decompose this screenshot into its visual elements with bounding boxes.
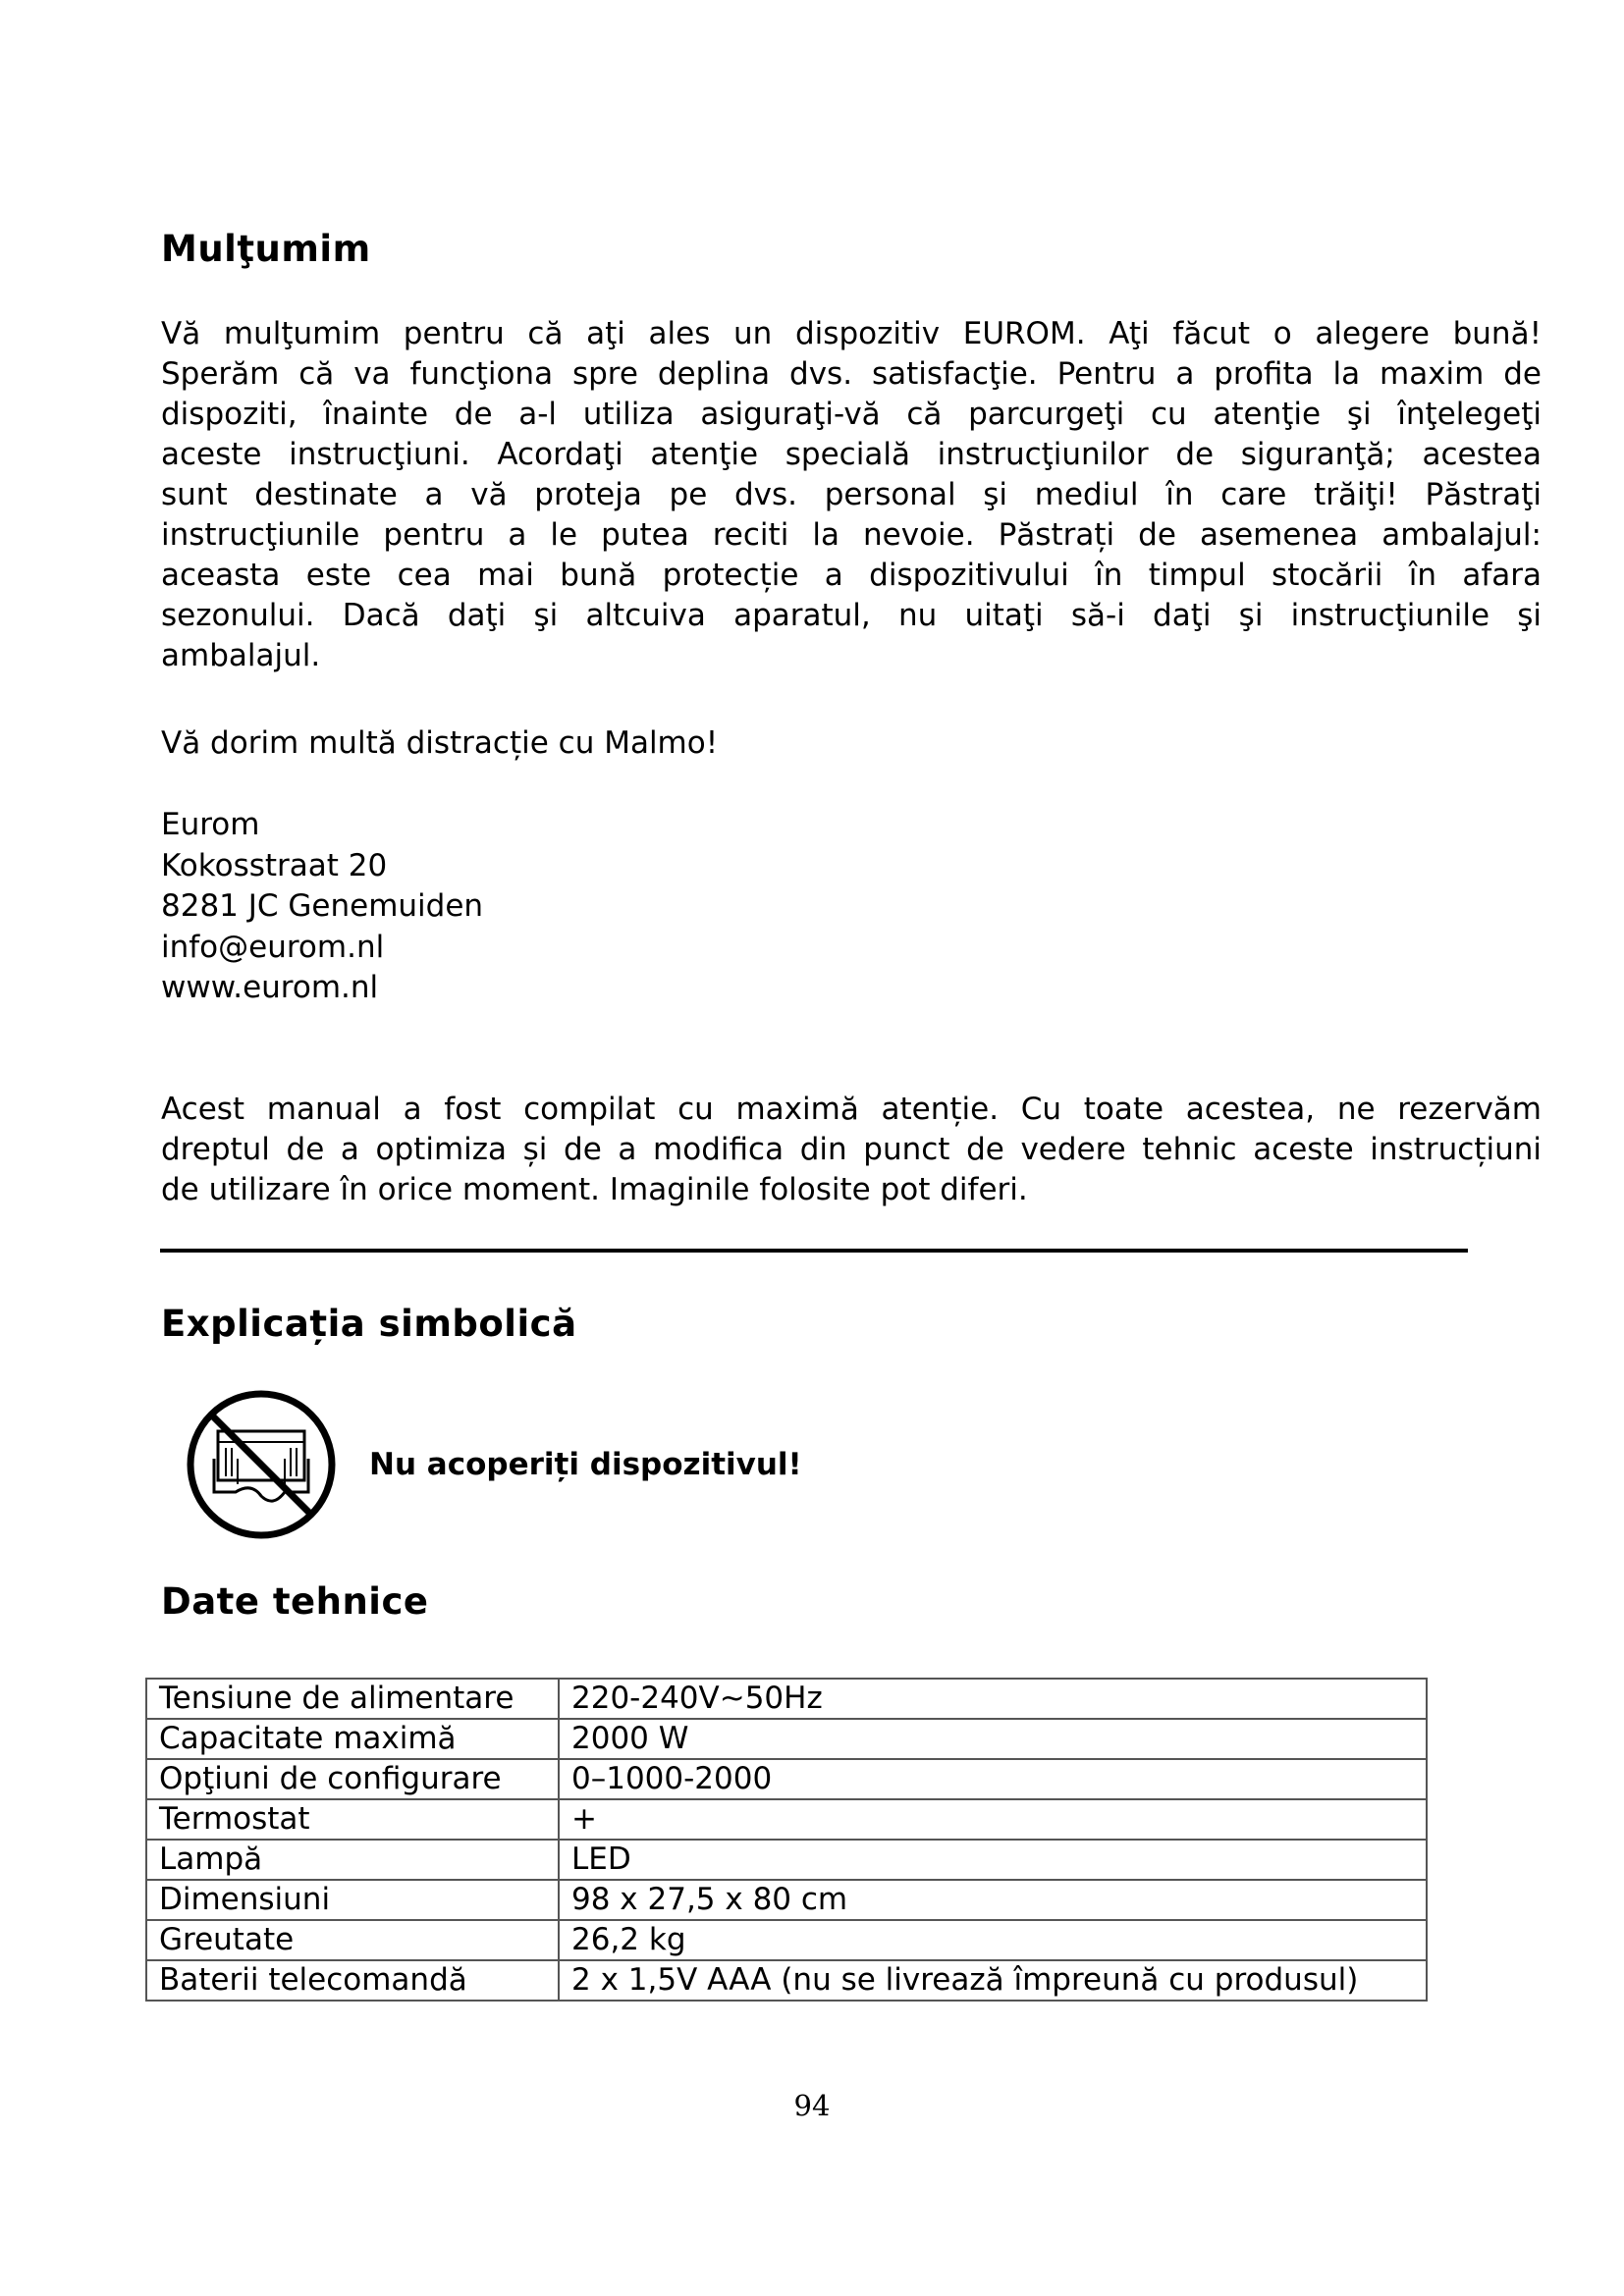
disclaimer-paragraph — [161, 1090, 1542, 1210]
tech-table — [145, 1678, 1428, 2002]
tech-value: LED — [559, 1840, 1427, 1880]
table-row — [146, 1679, 1427, 1719]
tech-label: Dimensiuni — [146, 1880, 559, 1920]
thanks-line: dispoziti, înainte de a-l utiliza asiguraţi-vă că parcurgeţi cu atenţie şi înţelegeţi — [161, 397, 1542, 432]
section-divider — [160, 1249, 1468, 1253]
tech-label: Capacitate maximă — [146, 1719, 559, 1759]
table-row — [146, 1840, 1427, 1880]
do-not-cover-icon — [183, 1386, 340, 1543]
symbols-heading: Explicația simbolică — [161, 1303, 577, 1345]
tech-label: Termostat — [146, 1799, 559, 1840]
thanks-line: aceasta este cea mai bună protecție a dispozitivului în timpul stocării în afara — [161, 558, 1542, 593]
table-row — [146, 1880, 1427, 1920]
disclaimer-line: Acest manual a fost compilat cu maximă atenție. Cu toate acestea, ne rezervăm — [161, 1092, 1542, 1127]
thanks-line: ambalajul. — [161, 638, 321, 673]
thanks-paragraph — [161, 314, 1542, 676]
page-number: 94 — [793, 2089, 831, 2122]
table-row — [146, 1960, 1427, 2001]
thanks-line: Sperăm că va funcţiona spre deplina dvs. satisfacţie. Pentru a profita la maxim de — [161, 356, 1542, 392]
thanks-heading: Mulţumim — [161, 228, 371, 270]
company-street: Kokosstraat 20 — [161, 847, 388, 883]
tech-label: Opţiuni de configurare — [146, 1759, 559, 1799]
thanks-line: sezonului. Dacă daţi şi altcuiva aparatul, nu uitaţi să-i daţi şi instrucţiunile şi — [161, 598, 1542, 633]
tech-value: 98 x 27,5 x 80 cm — [559, 1880, 1427, 1920]
tech-value: + — [559, 1799, 1427, 1840]
disclaimer-line: dreptul de a optimiza și de a modifica din punct de vedere tehnic aceste instrucțiuni — [161, 1132, 1542, 1167]
thanks-line: Vă mulţumim pentru că aţi ales un dispozitiv EUROM. Aţi făcut o alegere bună! — [161, 316, 1542, 351]
disclaimer-line: de utilizare în orice moment. Imaginile folosite pot diferi. — [161, 1172, 1028, 1207]
tech-value: 2000 W — [559, 1719, 1427, 1759]
tech-label: Tensiune de alimentare — [146, 1679, 559, 1719]
symbol-caption: Nu acoperiți dispozitivul! — [369, 1447, 802, 1482]
thanks-line: instrucţiunile pentru a le putea reciti la nevoie. Păstrați de asemenea ambalajul: — [161, 517, 1542, 553]
tech-value: 0–1000-2000 — [559, 1759, 1427, 1799]
tech-value: 26,2 kg — [559, 1920, 1427, 1960]
tech-value: 2 x 1,5V AAA (nu se livrează împreună cu produsul) — [559, 1960, 1427, 2001]
tech-label: Greutate — [146, 1920, 559, 1960]
table-row — [146, 1799, 1427, 1840]
table-row — [146, 1719, 1427, 1759]
company-address — [161, 805, 483, 1009]
company-city: 8281 JC Genemuiden — [161, 888, 484, 924]
closing-line: Vă dorim multă distracție cu Malmo! — [161, 725, 719, 761]
tech-label: Baterii telecomandă — [146, 1960, 559, 2001]
table-row — [146, 1759, 1427, 1799]
company-name: Eurom — [161, 807, 260, 842]
tech-heading: Date tehnice — [161, 1580, 429, 1623]
tech-value: 220-240V~50Hz — [559, 1679, 1427, 1719]
thanks-line: sunt destinate a vă proteja pe dvs. personal şi mediul în care trăiţi! Păstraţi — [161, 477, 1542, 512]
thanks-line: aceste instrucţiuni. Acordaţi atenţie specială instrucţiunilor de siguranţă; acestea — [161, 437, 1542, 472]
company-website: www.eurom.nl — [161, 970, 379, 1005]
tech-label: Lampă — [146, 1840, 559, 1880]
company-email: info@eurom.nl — [161, 929, 385, 965]
table-row — [146, 1920, 1427, 1960]
